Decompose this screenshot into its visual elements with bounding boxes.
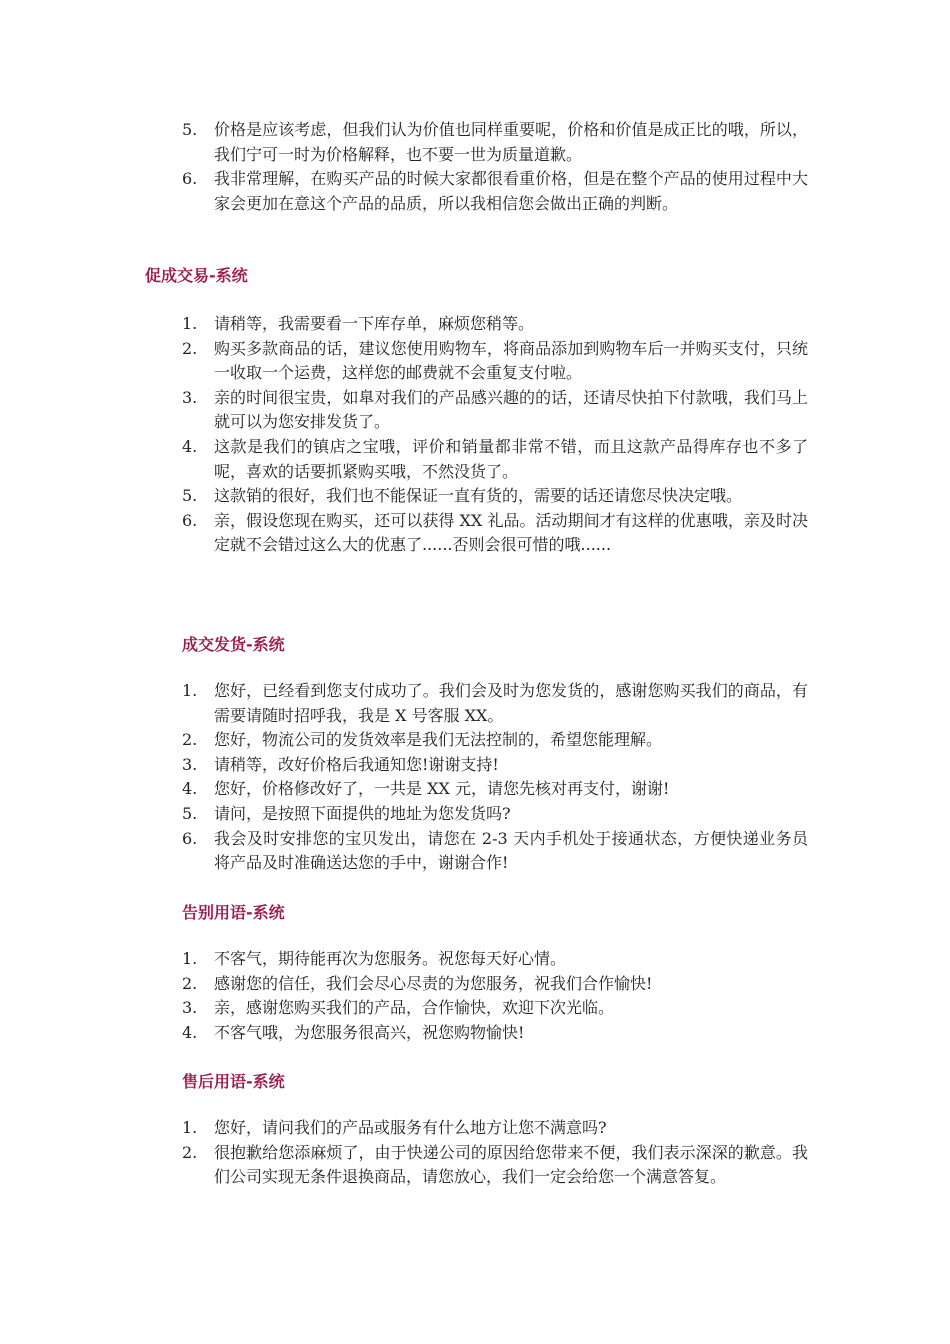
list-text: 这款是我们的镇店之宝哦，评价和销量都非常不错，而且这款产品得库存也不多了呢，喜欢的话要抓紧购买哦，不然没货了。 xyxy=(214,436,808,481)
farewell-list xyxy=(182,947,808,1045)
list-item xyxy=(182,972,808,997)
shipping-list xyxy=(182,679,808,876)
list-text: 我非常理解，在购买产品的时候大家都很看重价格，但是在整个产品的使用过程中大家会更加在意这个产品的品质，所以我相信您会做出正确的判断。 xyxy=(214,169,808,213)
list-item xyxy=(182,753,808,778)
list-number: 6. xyxy=(182,828,198,848)
list-text: 请稍等，我需要看一下库存单，麻烦您稍等。 xyxy=(214,314,535,333)
list-number: 1. xyxy=(182,681,198,700)
section-heading-after-sales: 售后用语-系统 xyxy=(182,1072,285,1091)
list-number: 4. xyxy=(182,779,198,799)
list-number: 3. xyxy=(182,387,198,407)
list-number: 1. xyxy=(182,949,198,968)
list-item xyxy=(182,337,808,386)
list-item xyxy=(182,484,808,509)
list-text: 感谢您的信任，我们会尽心尽责的为您服务，祝我们合作愉快! xyxy=(214,973,653,993)
list-text: 亲，假设您现在购买，还可以获得 XX 礼品。活动期间才有这样的优惠哦，亲及时决定就不会错过这么大的优惠了......否则会很可惜的哦...... xyxy=(214,510,808,555)
list-item xyxy=(182,827,808,876)
list-item xyxy=(182,386,808,435)
list-text: 很抱歉给您添麻烦了，由于快递公司的原因给您带来不便，我们表示深深的歉意。我们公司实现无条件退换商品，请您放心，我们一定会给您一个满意答复。 xyxy=(214,1142,808,1187)
list-number: 6. xyxy=(182,510,198,530)
list-item xyxy=(182,509,808,558)
list-item xyxy=(182,1141,808,1190)
deal-list xyxy=(182,312,808,558)
list-text: 价格是应该考虑，但我们认为价值也同样重要呢，价格和价值是成正比的哦，所以，我们宁可一时为价格解释，也不要一世为质量道歉。 xyxy=(214,120,808,164)
section-heading-deal: 促成交易-系统 xyxy=(145,266,248,285)
after-sales-list xyxy=(182,1116,808,1190)
list-item xyxy=(182,728,808,753)
list-item xyxy=(182,802,808,827)
list-item xyxy=(182,167,808,216)
list-number: 3. xyxy=(182,998,198,1018)
list-item xyxy=(182,679,808,728)
list-item xyxy=(182,996,808,1021)
list-text: 不客气，期待能再次为您服务。祝您每天好心情。 xyxy=(214,949,567,968)
list-number: 5. xyxy=(182,120,198,139)
list-text: 我会及时安排您的宝贝发出，请您在 2-3 天内手机处于接通状态，方便快递业务员将产品及时准确送达您的手中，谢谢合作! xyxy=(214,828,808,873)
section-heading-farewell: 告别用语-系统 xyxy=(182,903,285,922)
list-item xyxy=(182,1021,808,1046)
list-number: 4. xyxy=(182,1022,198,1042)
list-text: 购买多款商品的话，建议您使用购物车，将商品添加到购物车后一并购买支付，只统一收取一个运费，这样您的邮费就不会重复支付啦。 xyxy=(214,338,808,383)
list-item xyxy=(182,1116,808,1141)
list-text: 亲的时间很宝贵，如臯对我们的产品感兴趣的的话，还请尽快拍下付款哦，我们马上就可以为您安排发货了。 xyxy=(214,387,808,432)
list-text: 不客气哦，为您服务很高兴，祝您购物愉快! xyxy=(214,1022,525,1042)
list-item xyxy=(182,435,808,484)
list-item xyxy=(182,777,808,802)
list-number: 2. xyxy=(182,973,198,993)
list-text: 这款销的很好，我们也不能保证一直有货的，需要的话还请您尽快决定哦。 xyxy=(214,486,743,506)
list-number: 3. xyxy=(182,754,198,774)
list-number: 2. xyxy=(182,338,198,358)
list-number: 5. xyxy=(182,486,198,506)
list-number: 2. xyxy=(182,730,198,750)
price-value-list xyxy=(182,118,808,216)
list-text: 请问，是按照下面提供的地址为您发货吗? xyxy=(214,803,511,823)
list-text: 您好，价格修改好了，一共是 XX 元，请您先核对再支付，谢谢! xyxy=(214,779,670,799)
list-number: 2. xyxy=(182,1142,198,1162)
list-item xyxy=(182,312,808,337)
list-text: 请稍等，改好价格后我通知您!谢谢支持! xyxy=(214,754,499,774)
section-heading-shipping: 成交发货-系统 xyxy=(182,635,285,654)
list-number: 1. xyxy=(182,1118,198,1137)
list-text: 您好，已经看到您支付成功了。我们会及时为您发货的，感谢您购买我们的商品，有需要请随时招呼我，我是 X 号客服 XX。 xyxy=(214,681,808,725)
list-text: 您好，物流公司的发货效率是我们无法控制的，希望您能理解。 xyxy=(214,730,663,750)
list-text: 亲，感谢您购买我们的产品，合作愉快，欢迎下次光临。 xyxy=(214,998,615,1018)
list-number: 5. xyxy=(182,803,198,823)
list-number: 6. xyxy=(182,169,198,189)
list-text: 您好，请问我们的产品或服务有什么地方让您不满意吗? xyxy=(214,1118,607,1137)
list-number: 4. xyxy=(182,436,198,456)
list-item xyxy=(182,118,808,167)
list-number: 1. xyxy=(182,314,198,333)
list-item xyxy=(182,947,808,972)
